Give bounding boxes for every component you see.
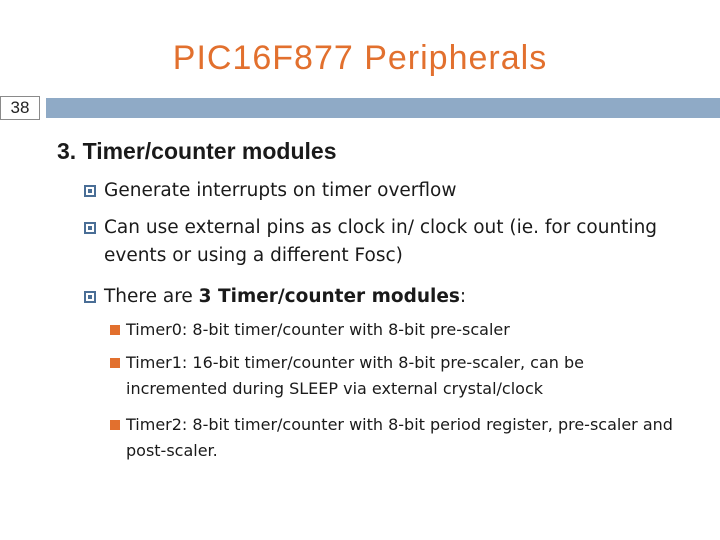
bullet-text — [84, 283, 684, 311]
sub-list-item — [110, 317, 680, 343]
bullet-prefix: There are — [104, 286, 199, 307]
bullet-bold: 3 Timer/counter modules — [198, 286, 460, 307]
square-filled-bullet-icon — [110, 420, 120, 430]
square-outline-bullet-icon — [84, 185, 96, 197]
section-heading: 3. Timer/counter modules — [57, 138, 337, 164]
square-filled-bullet-icon — [110, 325, 120, 335]
slide-title: PIC16F877 Peripherals — [172, 39, 548, 77]
sub-bullet-text: Timer1: 16-bit timer/counter with 8-bit pre-scaler, can be incremented during SLEEP via external crystal/clock — [126, 353, 584, 398]
square-outline-bullet-icon — [84, 222, 96, 234]
list-item — [84, 214, 684, 270]
bullet-text: Can use external pins as clock in/ clock out (ie. for counting events or using a different Fosc) — [104, 217, 658, 266]
sub-bullet-text: Timer2: 8-bit timer/counter with 8-bit period register, pre-scaler and post-scaler. — [126, 415, 673, 460]
bullet-text: Generate interrupts on timer overflow — [104, 180, 457, 201]
sub-bullet-text: Timer0: 8-bit timer/counter with 8-bit pre-scaler — [126, 320, 510, 339]
sub-list-item — [110, 412, 680, 464]
slide-number: 38 — [0, 96, 40, 120]
sub-list-item — [110, 350, 680, 402]
list-item — [84, 283, 684, 311]
square-outline-bullet-icon — [84, 291, 96, 303]
bullet-suffix: : — [459, 286, 467, 307]
list-item — [84, 177, 684, 205]
square-filled-bullet-icon — [110, 358, 120, 368]
